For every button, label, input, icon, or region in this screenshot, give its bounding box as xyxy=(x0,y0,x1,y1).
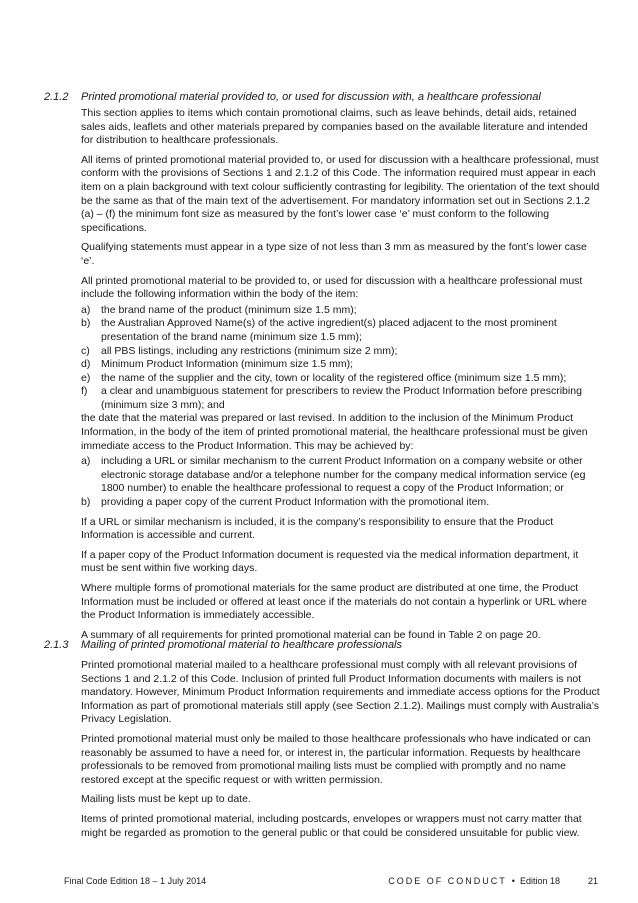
paragraph: This section applies to items which contain promotional claims, such as leave behinds, detail aids, retained sales aids, leaflets and other materials prepared by companies based on the available literature and intended for distribution to healthcare professionals. xyxy=(81,107,588,147)
paragraph: Printed promotional material must only be mailed to those healthcare professionals who have indicated or can reasonably be assumed to have a need for, or interest in, the particular information. Requests by healthcare professionals to be removed from promotional mailing lists must be complied with promptly and no name restored except at the specific request or with written permission. xyxy=(81,732,591,786)
footer-edition: Edition 18 xyxy=(519,876,560,886)
section-2-1-2-body xyxy=(81,107,601,648)
list-marker: d) xyxy=(81,358,91,371)
section-2-1-3-number: 2.1.3 xyxy=(44,639,69,651)
section-2-1-3-title: Mailing of printed promotional material to healthcare professionals xyxy=(81,639,403,651)
section-2-1-3-heading xyxy=(44,638,604,652)
list-marker: b) xyxy=(81,496,91,509)
list-item xyxy=(81,385,601,412)
list-marker: c) xyxy=(81,344,90,357)
list-text: the brand name of the product (minimum size 1.5 mm); xyxy=(101,303,357,316)
footer-right xyxy=(388,876,598,887)
list-text: including a URL or similar mechanism to the current Product Information on a company website or other electronic storage database and/or a telephone number for the company medical information service (eg 1800 number) to enable the healthcare professional to request a copy of the Product Information; or xyxy=(101,455,586,495)
list-item xyxy=(81,358,601,372)
section-2-1-2-number: 2.1.2 xyxy=(44,91,69,103)
list-text: providing a paper copy of the current Product Information with the promotional item. xyxy=(101,496,490,509)
paragraph: Mailing lists must be kept up to date. xyxy=(81,793,251,806)
paragraph: Printed promotional material mailed to a healthcare professional must comply with all relevant provisions of Sections 1 and 2.1.2 of this Code. Inclusion of printed full Product Information documents with mailers is not mandatory. However, Minimum Product Information requirements and immediate access options for the Product Information as part of promotional materials still apply (see Section 2.1.2). Mailings must comply with Australia’s Privacy Legislation. xyxy=(81,659,600,726)
list-text: the Australian Approved Name(s) of the active ingredient(s) placed adjacent to the most prominent presentation of the brand name (minimum size 1.5 mm); xyxy=(101,317,557,343)
footer-code-title: CODE OF CONDUCT xyxy=(388,876,507,886)
paragraph: All printed promotional material to be provided to, or used for discussion with a healthcare professional must include the following information within the body of the item: xyxy=(81,274,583,301)
footer-bullet: • xyxy=(511,876,515,886)
paragraph: All items of printed promotional material provided to, or used for discussion with a healthcare professional, must conform with the provisions of Sections 1 and 2.1.2 of this Code. The information required must appear in each item on a plain background with text colour sufficiently contrasting for legibility. The orientation of the text should be the same as that of the main text of the advertisement. For mandatory information set out in Sections 2.1.2 (a) – (f) the minimum font size as measured by the font’s lower case ‘e’ must conform to the following specifications. xyxy=(81,153,600,234)
list-item xyxy=(81,317,601,344)
list-item xyxy=(81,304,601,318)
list-text: the name of the supplier and the city, town or locality of the registered office (minimum size 1.5 mm); xyxy=(101,371,567,384)
page-number: 21 xyxy=(587,876,598,886)
paragraph: Qualifying statements must appear in a type size of not less than 3 mm as measured by the font’s lower case ‘e’. xyxy=(81,241,587,267)
list-marker: a) xyxy=(81,455,91,468)
section-2-1-2-title: Printed promotional material provided to, or used for discussion with, a healthcare professional xyxy=(81,91,541,103)
list-marker: f) xyxy=(81,385,88,398)
list-item xyxy=(81,345,601,359)
list-text: all PBS listings, including any restrictions (minimum size 2 mm); xyxy=(101,344,398,357)
paragraph: the date that the material was prepared or last revised. In addition to the inclusion of the Minimum Product Information, in the body of the item of printed promotional material, the healthcare professional must be given immediate access to the Product Information. This may be achieved by: xyxy=(81,412,588,452)
access-options-list xyxy=(81,455,601,509)
paragraph: Where multiple forms of promotional materials for the same product are distributed at one time, the Product Information must be included or offered at least once if the materials do not contain a hyperlink or URL where the Product Information is immediately accessible. xyxy=(81,582,588,622)
paragraph: A summary of all requirements for printed promotional material can be found in Table 2 on page 20. xyxy=(81,628,541,641)
paragraph: If a paper copy of the Product Information document is requested via the medical information department, it must be sent within five working days. xyxy=(81,548,579,575)
list-item xyxy=(81,455,601,496)
list-marker: b) xyxy=(81,317,91,330)
required-info-list xyxy=(81,304,601,413)
footer-edition-date: Final Code Edition 18 – 1 July 2014 xyxy=(64,876,207,886)
list-marker: e) xyxy=(81,371,91,384)
list-text: a clear and unambiguous statement for prescribers to review the Product Information before prescribing (minimum size 3 mm); and xyxy=(101,385,582,411)
list-marker: a) xyxy=(81,303,91,316)
paragraph: If a URL or similar mechanism is included, it is the company’s responsibility to ensure that the Product Information is accessible and current. xyxy=(81,515,554,542)
section-2-1-2-heading xyxy=(44,90,604,104)
list-item xyxy=(81,496,601,510)
list-item xyxy=(81,372,601,386)
paragraph: Items of printed promotional material, including postcards, envelopes or wrappers must not carry matter that might be regarded as promotion to the general public or that could be considered unsuitable for public view. xyxy=(81,812,582,839)
list-text: Minimum Product Information (minimum size 1.5 mm); xyxy=(101,358,354,371)
section-2-1-3-body xyxy=(81,659,601,846)
